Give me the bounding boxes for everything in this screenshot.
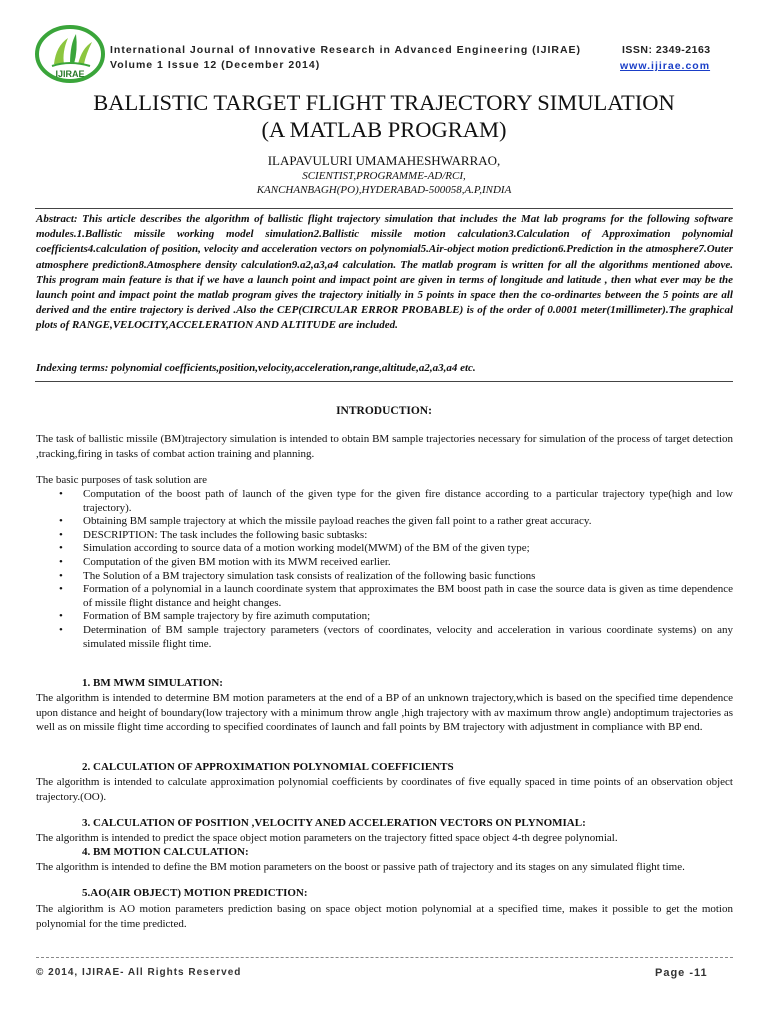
journal-website-link[interactable]: www.ijirae.com <box>620 60 711 72</box>
abstract-bottom-rule <box>35 381 733 382</box>
bullet-icon: • <box>59 528 63 541</box>
bullet-icon: • <box>59 542 63 555</box>
list-item: • Computation of the given BM motion with its MWM received earlier. <box>59 555 391 568</box>
journal-logo <box>34 24 106 86</box>
list-item: • Formation of BM sample trajectory by fire azimuth computation; <box>59 610 371 623</box>
list-item: • DESCRIPTION: The task includes the following basic subtasks: <box>59 528 368 541</box>
section-5-body: The algiorithm is AO motion parameters prediction basing on space object motion polynomial at a specified time, makes it possible to get the motion polynomial for the time predicted. <box>36 903 733 930</box>
list-item: • The Solution of a BM trajectory simulation task consists of realization of the following basic functions <box>59 569 536 582</box>
bullet-icon: • <box>59 610 63 623</box>
bullet-icon: • <box>59 488 63 500</box>
bullet-icon: • <box>59 583 63 596</box>
paper-title-line1: BALLISTIC TARGET FLIGHT TRAJECTORY SIMULATION <box>93 90 675 115</box>
bullet-icon: • <box>59 569 63 582</box>
list-item: • Simulation according to source data of a motion working model(MWM) of the BM of the given type; <box>59 542 530 555</box>
journal-name: International Journal of Innovative Research in Advanced Engineering (IJIRAE) <box>110 44 582 56</box>
abstract: Abstract: This article describes the algorithm of ballistic flight trajectory simulation that includes the Mat lab programs for the following software modules.1.Ballistic missile working model simulation2.Ballistic missile motion calculation3.Calculation of Approximation polynomial coefficients4.calculation of position, velocity and acceleration vectors on polynomial5.Air-object motion prediction6.Prediction in the atmosphere7.Outer atmosphere prediction8.Atmosphere density calculation9.a2,a3,a4 calculation. The matlab program is written for all the algorithms mentioned above. This program main feature is that if we have a launch point and impact point are given in terms of longitude and latitude , then what ever may be the launch point and impact point the matlab program gives the trajectory initially in 5 points in space then the co-ordinartes between the 5 points are all derived and the entire trajectory is derived .Also the CEP(CIRCULAR ERROR PROBABLE) is of the order of 0.0001 meter(1millimeter).The graphical plots of RANGE,VELOCITY,ACCELERATION AND ALTITUDE are included. <box>36 213 733 332</box>
section-4-body: The algorithm is intended to define the BM motion parameters on the boost or passive path of trajectory and its stages on any simulated flight time. <box>36 861 685 873</box>
introduction-paragraph: The task of ballistic missile (BM)trajectory simulation is intended to obtain BM sample trajectories necessary for simulation of the process of target detection ,tracking,firing in tasks of combat action training and planning. <box>36 433 733 460</box>
copyright-notice: © 2014, IJIRAE- All Rights Reserved <box>36 967 242 978</box>
purposes-lead: The basic purposes of task solution are <box>36 474 208 486</box>
author-affiliation-1: SCIENTIST,PROGRAMME-AD/RCI, <box>302 170 466 182</box>
list-item: • Determination of BM sample trajectory parameters (vectors of coordinates, velocity and acceleration in various coordinate systems) on any simulated missile flight time. <box>59 623 733 650</box>
purposes-list <box>36 488 733 651</box>
section-2-heading: 2. CALCULATION OF APPROXIMATION POLYNOMIAL COEFFICIENTS <box>82 761 454 773</box>
bullet-icon: • <box>59 555 63 568</box>
author-affiliation-2: KANCHANBAGH(PO),HYDERABAD-500058,A.P,INDIA <box>256 184 512 196</box>
bullet-icon: • <box>59 623 63 636</box>
bullet-icon: • <box>59 515 63 528</box>
journal-volume-issue: Volume 1 Issue 12 (December 2014) <box>110 59 321 71</box>
footer-divider <box>36 957 733 958</box>
section-3-body: The algorithm is intended to predict the space object motion parameters on the trajectory fitted space object 4-th degree polynomial. <box>36 832 618 844</box>
author-name: ILAPAVULURI UMAMAHESHWARRAO, <box>267 153 501 168</box>
section-2-body: The algorithm is intended to calculate approximation polynomial coefficients by coordinates of five equally spaced in time points of an observation object trajectory.(OO). <box>36 776 733 803</box>
introduction-heading: INTRODUCTION: <box>336 405 432 417</box>
list-item: • Formation of a polynomial in a launch coordinate system that approximates the BM boost path in case the source data is given as time dependence of missile flight distance and height changes. <box>59 583 733 609</box>
list-item: • Obtaining BM sample trajectory at which the missile payload reaches the given fall point to a rather great accuracy. <box>59 515 592 528</box>
list-item: • Computation of the boost path of launch of the given type for the given fire distance according to a particular trajectory type(high and low trajectory). <box>59 488 733 514</box>
page-number: Page -11 <box>655 967 708 979</box>
paper-title-line2: (A MATLAB PROGRAM) <box>261 117 507 142</box>
section-1-heading: 1. BM MWM SIMULATION: <box>82 677 223 689</box>
issn: ISSN: 2349-2163 <box>622 44 711 56</box>
section-3-heading: 3. CALCULATION OF POSITION ,VELOCITY ANED ACCELERATION VECTORS ON PLYNOMIAL: <box>82 817 586 829</box>
paper-title <box>0 89 768 143</box>
logo-wordmark: IJIRAE <box>55 69 85 79</box>
indexing-terms: Indexing terms: polynomial coefficients,position,velocity,acceleration,range,altitude,a2,a3,a4 etc. <box>36 362 476 374</box>
section-1-body: The algorithm is intended to determine BM motion parameters at the end of a BP of an unknown trajectory,which is based on the specified time dependence upon distance and height of boundary(low trajectory with a minimum throw angle ,high trajectory with av maximum throw angle) andoptimum trajectories as well as on missile flight time according to specified coordinates of launch and fall points by BM trajectory with adjustment in compliance with BP end. <box>36 692 733 733</box>
section-5-heading: 5.AO(AIR OBJECT) MOTION PREDICTION: <box>82 887 308 899</box>
abstract-top-rule <box>35 208 733 209</box>
section-4-heading: 4. BM MOTION CALCULATION: <box>82 846 249 858</box>
